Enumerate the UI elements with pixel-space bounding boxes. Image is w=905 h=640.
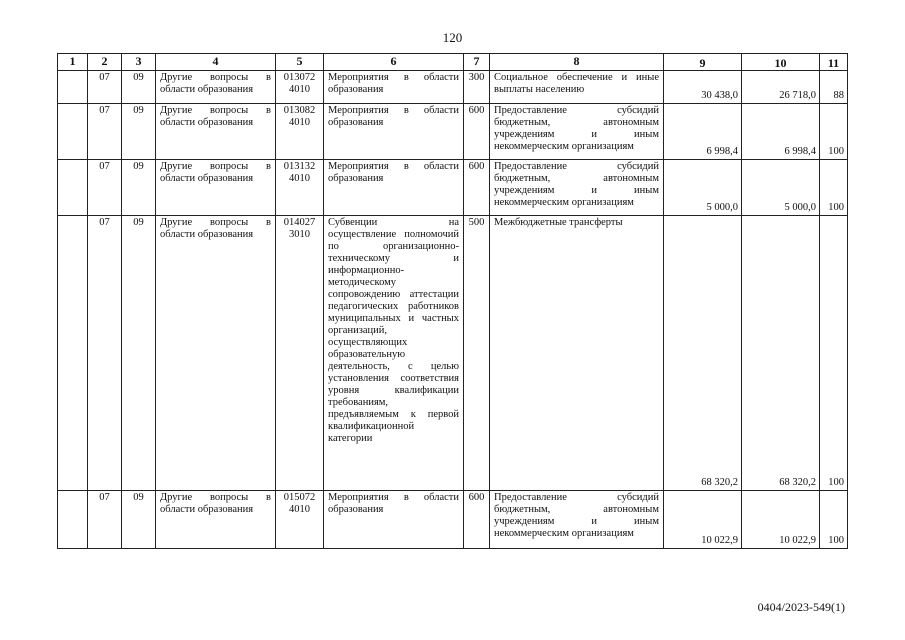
cell-actual: 10 022,9 <box>742 491 820 549</box>
cell-section: 07 <box>88 216 122 491</box>
cell-subsection: 09 <box>122 71 156 104</box>
cell-index <box>58 160 88 216</box>
cell-percent: 88 <box>820 71 848 104</box>
table-header-row <box>58 54 848 71</box>
column-header-4: 4 <box>156 54 276 71</box>
cell-target-name: Мероприятия в области образования <box>324 160 464 216</box>
column-header-7: 7 <box>464 54 490 71</box>
cell-expense-type: 600 <box>464 491 490 549</box>
cell-section: 07 <box>88 160 122 216</box>
column-header-3: 3 <box>122 54 156 71</box>
cell-percent: 100 <box>820 104 848 160</box>
cell-target-name: Мероприятия в области образования <box>324 104 464 160</box>
cell-expense-name: Социальное обеспечение и иные выплаты населению <box>490 71 664 104</box>
cell-planned: 30 438,0 <box>664 71 742 104</box>
cell-subsection: 09 <box>122 104 156 160</box>
cell-target-code: 013082 4010 <box>276 104 324 160</box>
budget-table <box>57 53 848 549</box>
cell-expense-type: 300 <box>464 71 490 104</box>
cell-index <box>58 216 88 491</box>
cell-percent: 100 <box>820 491 848 549</box>
cell-target-code: 013072 4010 <box>276 71 324 104</box>
column-header-5: 5 <box>276 54 324 71</box>
table-row <box>58 160 848 216</box>
table-row <box>58 71 848 104</box>
cell-subsection: 09 <box>122 160 156 216</box>
column-header-10: 10 <box>742 54 820 71</box>
cell-planned: 68 320,2 <box>664 216 742 491</box>
cell-actual: 5 000,0 <box>742 160 820 216</box>
cell-planned: 6 998,4 <box>664 104 742 160</box>
cell-percent: 100 <box>820 216 848 491</box>
cell-actual: 26 718,0 <box>742 71 820 104</box>
table-row <box>58 216 848 491</box>
page-number: 120 <box>442 30 463 45</box>
table-row <box>58 491 848 549</box>
cell-actual: 68 320,2 <box>742 216 820 491</box>
column-header-9: 9 <box>664 54 742 71</box>
cell-actual: 6 998,4 <box>742 104 820 160</box>
document-code: 0404/2023-549(1) <box>757 600 845 614</box>
cell-section-name: Другие вопросы в области образования <box>156 491 276 549</box>
cell-subsection: 09 <box>122 216 156 491</box>
column-header-8: 8 <box>490 54 664 71</box>
column-header-6: 6 <box>324 54 464 71</box>
cell-expense-type: 600 <box>464 104 490 160</box>
cell-section-name: Другие вопросы в области образования <box>156 216 276 491</box>
cell-target-name: Мероприятия в области образования <box>324 491 464 549</box>
cell-section: 07 <box>88 104 122 160</box>
cell-target-code: 015072 4010 <box>276 491 324 549</box>
column-header-1: 1 <box>58 54 88 71</box>
cell-expense-name: Межбюджетные трансферты <box>490 216 664 491</box>
cell-target-code: 013132 4010 <box>276 160 324 216</box>
column-header-11: 11 <box>820 54 848 71</box>
cell-section: 07 <box>88 491 122 549</box>
cell-target-name: Мероприятия в области образования <box>324 71 464 104</box>
cell-expense-name: Предоставление субсидий бюджетным, автономным учреждениям и иным некоммерческим организациям <box>490 491 664 549</box>
cell-percent: 100 <box>820 160 848 216</box>
cell-section: 07 <box>88 71 122 104</box>
cell-index <box>58 71 88 104</box>
column-header-2: 2 <box>88 54 122 71</box>
cell-expense-type: 500 <box>464 216 490 491</box>
cell-expense-name: Предоставление субсидий бюджетным, автономным учреждениям и иным некоммерческим организациям <box>490 104 664 160</box>
cell-section-name: Другие вопросы в области образования <box>156 71 276 104</box>
table-row <box>58 104 848 160</box>
cell-index <box>58 491 88 549</box>
cell-target-code: 014027 3010 <box>276 216 324 491</box>
cell-planned: 5 000,0 <box>664 160 742 216</box>
cell-subsection: 09 <box>122 491 156 549</box>
cell-expense-name: Предоставление субсидий бюджетным, автономным учреждениям и иным некоммерческим организациям <box>490 160 664 216</box>
cell-target-name: Субвенции на осуществление полномочий по организационно-техническому и информационно-методическому сопровождению аттестации педагогических работников муниципальных и частных организаций, осуществляющих образовательную деятельность, с целью установления соответствия уровня квалификации требованиям, предъявляемым к первой квалификационной категории <box>324 216 464 491</box>
cell-planned: 10 022,9 <box>664 491 742 549</box>
cell-section-name: Другие вопросы в области образования <box>156 160 276 216</box>
cell-section-name: Другие вопросы в области образования <box>156 104 276 160</box>
cell-expense-type: 600 <box>464 160 490 216</box>
cell-index <box>58 104 88 160</box>
